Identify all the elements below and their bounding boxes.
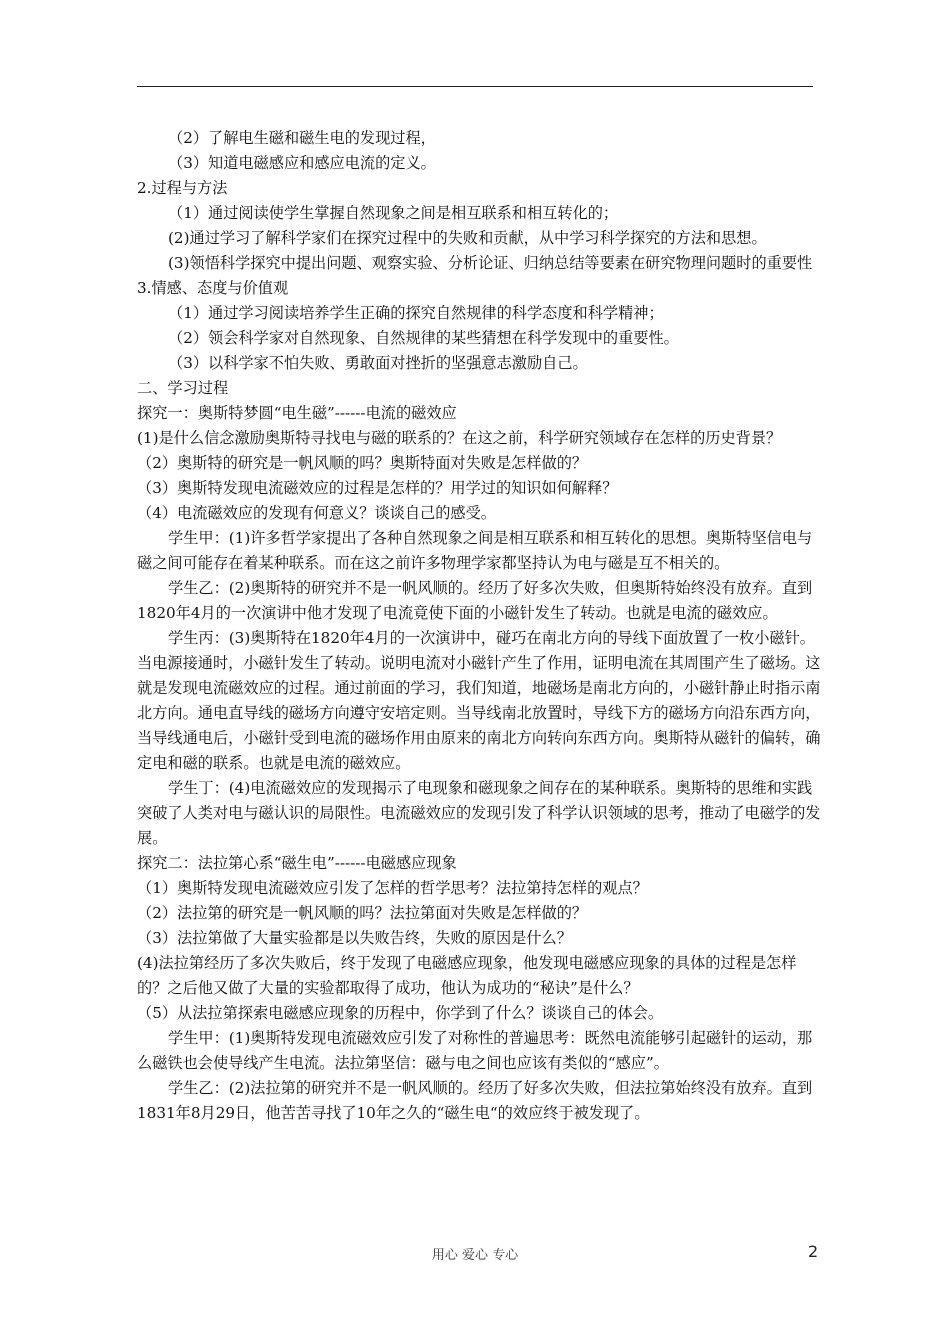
paragraph: （3）知道电磁感应和感应电流的定义。 — [168, 154, 436, 172]
paragraph: 3.情感、态度与价值观 — [137, 279, 289, 297]
paragraph: （3）法拉第做了大量实验都是以失败告终，失败的原因是什么？ — [137, 929, 572, 947]
paragraph: （2）法拉第的研究是一帆风顺的吗？法拉第面对失败是怎样做的？ — [137, 904, 588, 922]
page-footer — [0, 1244, 950, 1264]
paragraph: 学生丙：(3)奥斯特在1820年4月的一次演讲中，碰巧在南北方向的导线下面放置了一枚小磁针。当电源接通时，小磁针发生了转动。说明电流对小磁针产生了作用，证明电流在其周围产生了磁场。这就是发现电流磁效应的过程。通过前面的学习，我们知道，地磁场是南北方向的，小磁针静止时指示南北方向。通电直导线的磁场方向遵守安培定则。当导线南北放置时，导线下方的磁场方向沿东西方向，当导线通电后，小磁针受到电流的磁场作用由原来的南北方向转向东西方向。奥斯特从磁针的偏转，确定电和磁的联系。也就是电流的磁效应。 — [137, 629, 821, 772]
paragraph: 学生甲：(1)许多哲学家提出了各种自然现象之间是相互联系和相互转化的思想。奥斯特坚信电与磁之间可能存在着某种联系。而在这之前许多物理学家都坚持认为电与磁是互不相关的。 — [137, 529, 813, 572]
paragraph: （3）以科学家不怕失败、勇敢面对挫折的坚强意志激励自己。 — [168, 354, 588, 372]
paragraph: 学生乙：(2)法拉第的研究并不是一帆风顺的。经历了好多次失败，但法拉第始终没有放弃。直到1831年8月29日，他苦苦寻找了10年之久的“磁生电“的效应终于被发现了。 — [137, 1079, 813, 1122]
paragraph: 探究二：法拉第心系“磁生电”------电磁感应现象 — [137, 854, 457, 872]
paragraph: 学生乙：(2)奥斯特的研究并不是一帆风顺的。经历了好多次失败，但奥斯特始终没有放弃。直到1820年4月的一次演讲中他才发现了电流竟使下面的小磁针发生了转动。也就是电流的磁效应。 — [137, 579, 813, 622]
paragraph: （2）奥斯特的研究是一帆风顺的吗？奥斯特面对失败是怎样做的？ — [137, 454, 588, 472]
paragraph: （2）了解电生磁和磁生电的发现过程， — [168, 129, 436, 147]
paragraph: （1）奥斯特发现电流磁效应引发了怎样的哲学思考？法拉第持怎样的观点？ — [137, 879, 648, 897]
footer-motto: 用心 爱心 专心 — [431, 1248, 519, 1263]
paragraph: （1）通过阅读使学生掌握自然现象之间是相互联系和相互转化的； — [168, 204, 619, 222]
paragraph: 学生甲：(1)奥斯特发现电流磁效应引发了对称性的普遍思考：既然电流能够引起磁针的运动，那么磁铁也会使导线产生电流。法拉第坚信：磁与电之间也应该有类似的“感应”。 — [137, 1029, 813, 1072]
page-number: 2 — [808, 1242, 819, 1261]
paragraph: (2)通过学习了解科学家们在探究过程中的失败和贡献，从中学习科学探究的方法和思想。 — [168, 229, 767, 247]
paragraph: (4)法拉第经历了多次失败后，终于发现了电磁感应现象，他发现电磁感应现象的具体的过程是怎样的？之后他又做了大量的实验都取得了成功，他认为成功的“秘诀”是什么？ — [137, 954, 797, 997]
paragraph: （5）从法拉第探索电磁感应现象的历程中，你学到了什么？谈谈自己的体会。 — [137, 1004, 664, 1022]
paragraph: 探究一：奥斯特梦圆“电生磁”------电流的磁效应 — [137, 404, 457, 422]
paragraph: 学生丁：(4)电流磁效应的发现揭示了电现象和磁现象之间存在的某种联系。奥斯特的思维和实践突破了人类对电与磁认识的局限性。电流磁效应的发现引发了科学认识领域的思考，推动了电磁学的发展。 — [137, 779, 821, 847]
paragraph: （4）电流磁效应的发现有何意义？谈谈自己的感受。 — [137, 504, 496, 522]
paragraph: 二、学习过程 — [137, 379, 229, 397]
document-body — [137, 126, 821, 1126]
paragraph: （2）领会科学家对自然现象、自然规律的某些猜想在科学发现中的重要性。 — [168, 329, 679, 347]
paragraph: (1)是什么信念激励奥斯特寻找电与磁的联系的？在这之前，科学研究领域存在怎样的历史背景？ — [137, 429, 782, 447]
paragraph: （3）奥斯特发现电流磁效应的过程是怎样的？用学过的知识如何解释？ — [137, 479, 618, 497]
paragraph: (3)领悟科学探究中提出问题、观察实验、分析论证、归纳总结等要素在研究物理问题时的重要性 — [168, 254, 813, 272]
paragraph: 2.过程与方法 — [137, 179, 228, 197]
paragraph: （1）通过学习阅读培养学生正确的探究自然规律的科学态度和科学精神； — [168, 304, 664, 322]
header-rule — [137, 86, 813, 87]
